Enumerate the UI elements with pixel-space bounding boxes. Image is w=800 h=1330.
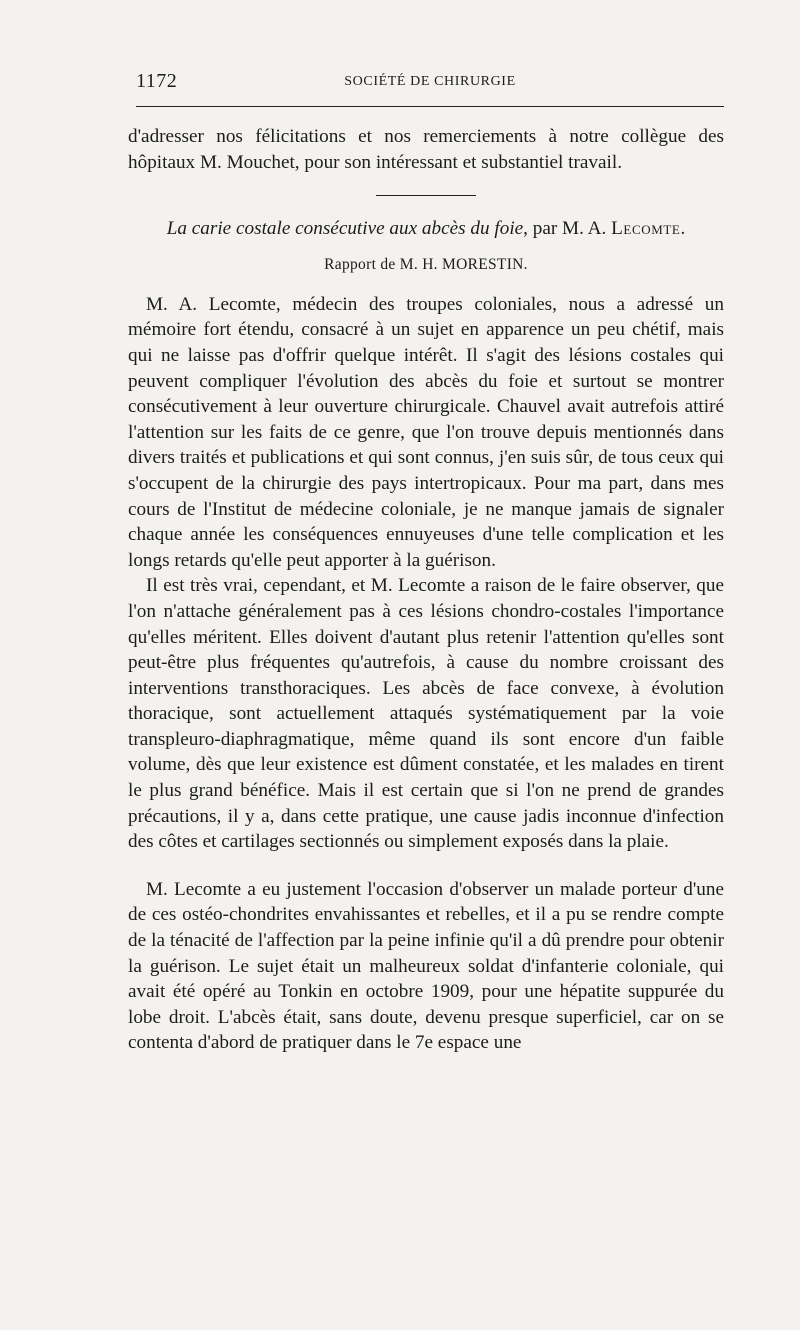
report-line: Rapport de M. H. MORESTIN. xyxy=(324,256,528,274)
page-number: 1172 xyxy=(136,70,178,92)
running-title: SOCIÉTÉ DE CHIRURGIE xyxy=(344,74,516,89)
article-title-text: La carie costale consécutive aux abcès du foie xyxy=(166,218,524,240)
header-rule xyxy=(136,106,724,107)
body-text xyxy=(128,124,724,1056)
page-header xyxy=(136,70,724,96)
article-title xyxy=(128,216,724,242)
section-divider xyxy=(376,195,476,196)
paragraph: Il est très vrai, cependant, et M. Lecomte a raison de le faire observer, que l'on n'attache généralement pas à ces lésions chondro-costales l'importance qu'elles méritent. Elles doivent d'autant plus retenir l'attention qu'elles sont peut-être plus fréquentes qu'autrefois, à cause du nombre croissant des interventions transthoraciques. Les abcès de face convexe, à évolution thoracique, sont actuellement attaqués systématiquement par la voie transpleuro-diaphragmatique, même quand ils sont encore d'un faible volume, dès que leur existence est dûment constatée, et les malades en tirent le plus grand bénéfice. Mais il est certain que si l'on ne prend de grandes précautions, il y a, dans cette pratique, une cause jadis inconnue d'infection des côtes et cartilages sectionnés ou simplement exposés dans la plaie. xyxy=(128,575,724,853)
paragraph: M. Lecomte a eu justement l'occasion d'observer un malade porteur d'une de ces ostéo-chondrites envahissantes et rebelles, et il a pu se rendre compte de la ténacité de l'affection par la peine infinie qu'il a dû prendre pour obtenir la guérison. Le sujet était un malheureux soldat d'infanterie coloniale, qui avait été opéré au Tonkin en octobre 1909, pour une hépatite suppurée du lobe droit. L'abcès était, sans doute, devenu presque superficiel, car on se contenta d'abord de pratiquer dans le 7e espace une xyxy=(128,878,724,1054)
paragraph: M. A. Lecomte, médecin des troupes coloniales, nous a adressé un mémoire fort étendu, consacré à un sujet en apparence un peu chétif, mais qui ne laisse pas d'offrir quelque intérêt. Il s'agit des lésions costales qui peuvent compliquer l'évolution des abcès du foie et surtout se montrer consécutivement à leur ouverture chirurgicale. Chauvel avait autrefois attiré l'attention sur les faits de ce genre, que l'on trouve depuis mentionnés dans divers traités et publications et qui sont connus, j'en suis sûr, de tous ceux qui s'occupent de la chirurgie des pays intertropicaux. Pour ma part, dans mes cours de l'Institut de médecine coloniale, je ne manque jamais de signaler chaque année les conséquences ennuyeuses d'une telle complication et les longs retards qu'elle peut apporter à la guérison. xyxy=(128,293,724,571)
article-by: , par M. A. xyxy=(523,218,612,240)
article-author-end: . xyxy=(680,218,686,240)
intro-paragraph: d'adresser nos félicitations et nos remerciements à notre collègue des hôpitaux M. Mouchet, pour son intéressant et substantiel travail. xyxy=(128,126,724,173)
paragraph-gap xyxy=(128,855,724,877)
article-author: Lecomte xyxy=(611,218,681,240)
